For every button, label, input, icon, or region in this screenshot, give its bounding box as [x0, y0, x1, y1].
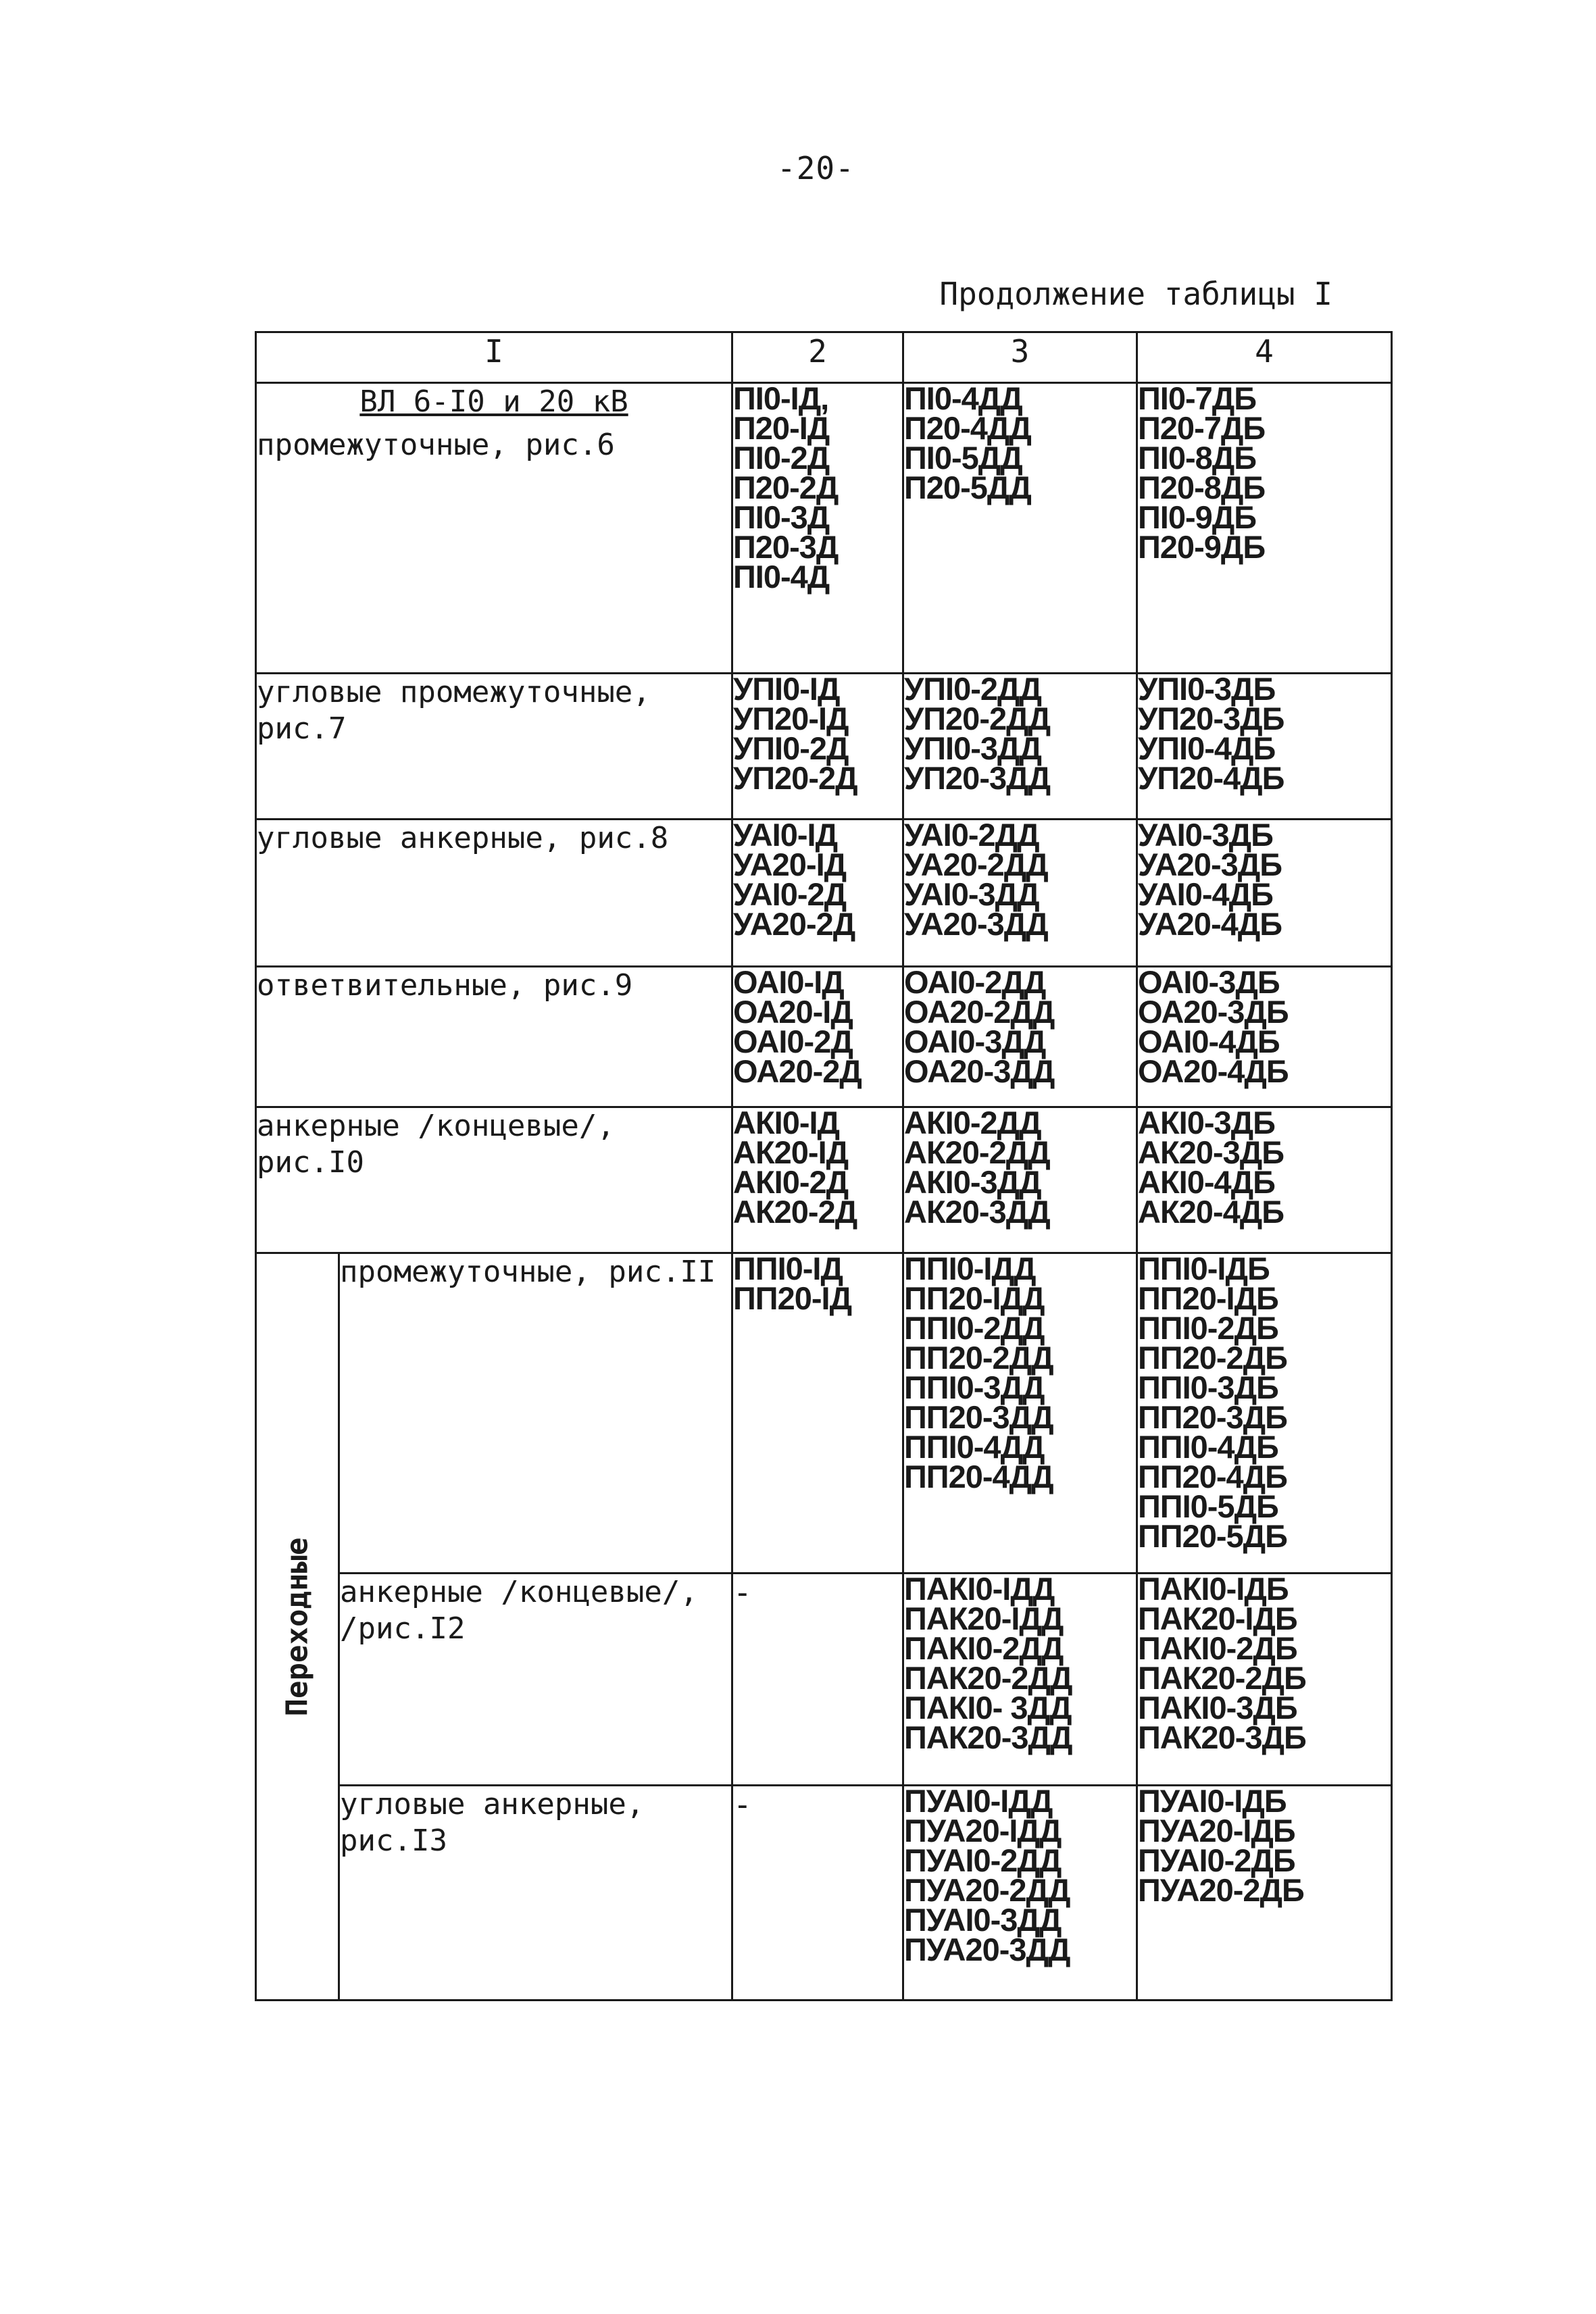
table-row: [256, 1786, 1392, 2001]
designation-code: ППI0-4ДД: [904, 1429, 1045, 1465]
row-label: угловые анкерные, рис.8: [256, 820, 732, 967]
codes-col-2: [732, 1107, 903, 1253]
designation-code: П20-IД: [733, 410, 830, 446]
designation-code: АКI0-2Д: [733, 1164, 849, 1200]
page-number: -20-: [777, 150, 855, 186]
designation-code: АКI0-3ДБ: [1138, 1105, 1275, 1140]
group-label-cell: [256, 1253, 339, 2001]
designation-code: АК20-2Д: [733, 1194, 857, 1230]
designation-code: ППI0-3ДБ: [1138, 1369, 1278, 1405]
designation-code: УА20-2ДД: [904, 847, 1048, 882]
designation-code: ПП20-3ДБ: [1138, 1399, 1287, 1435]
designation-code: УПI0-3ДД: [904, 730, 1041, 766]
designation-code: ПI0-4ДД: [904, 380, 1022, 416]
designation-code: П20-8ДБ: [1138, 470, 1266, 505]
designation-code: УП20-2Д: [733, 760, 857, 796]
designation-code: ППI0-4ДБ: [1138, 1429, 1278, 1465]
designation-code: УА20-3ДБ: [1138, 847, 1282, 882]
row-label: ответвительные, рис.9: [256, 967, 732, 1107]
designation-code: ППI0-2ДБ: [1138, 1310, 1278, 1346]
designation-code: ОАI0-3ДД: [904, 1024, 1046, 1059]
designation-code: ОА20-IД: [733, 994, 853, 1030]
codes-col-2: [732, 964, 903, 1107]
section-title: ВЛ 6-I0 и 20 кВ: [359, 384, 628, 419]
designation-code: -: [733, 1786, 752, 1823]
designation-code: УА20-2Д: [733, 906, 855, 942]
designation-code: УАI0-3ДД: [904, 876, 1039, 912]
designation-code: ПП20-3ДД: [904, 1399, 1053, 1435]
designation-code: ПП20-2ДБ: [1138, 1340, 1287, 1376]
designation-code: ППI0-IДД: [904, 1251, 1036, 1286]
codes-col-4: [1137, 964, 1392, 1107]
designation-code: ПАКI0-2ДБ: [1138, 1630, 1297, 1666]
codes-col-2: [732, 1253, 903, 1574]
designation-code: П20-7ДБ: [1138, 410, 1266, 446]
codes-col-4: [1137, 671, 1392, 820]
codes-col-2: [732, 671, 903, 820]
table-caption: Продолжение таблицы I: [939, 276, 1332, 312]
designation-code: УП20-3ДБ: [1138, 701, 1285, 736]
designation-code: ПУАI0-2ДБ: [1138, 1842, 1295, 1878]
designation-code: ПУАI0-3ДД: [904, 1902, 1062, 1938]
designation-code: ПАК20-IДД: [904, 1601, 1064, 1636]
designation-code: УП20-3ДД: [904, 760, 1051, 796]
table-row: [256, 1107, 1392, 1253]
designation-code: ПУА20-2ДБ: [1138, 1872, 1304, 1908]
row-label: анкерные /концевые/, /рис.I2: [339, 1574, 732, 1786]
row-label: угловые анкерные, рис.I3: [339, 1786, 732, 2001]
header-col-3: 3: [903, 332, 1137, 383]
table-row: [256, 1574, 1392, 1786]
table-row: [256, 967, 1392, 1107]
designation-code: -: [733, 1574, 752, 1611]
designation-code: АКI0-2ДД: [904, 1105, 1041, 1140]
designation-code: П20-2Д: [733, 470, 839, 505]
designation-code: ППI0-IДБ: [1138, 1251, 1270, 1286]
designation-code: ПАК20-3ДБ: [1138, 1719, 1306, 1755]
designation-code: АКI0-3ДД: [904, 1164, 1041, 1200]
designation-code: УАI0-3ДБ: [1138, 817, 1273, 853]
designation-code: П20-5ДД: [904, 470, 1031, 505]
designation-code: УПI0-3ДБ: [1138, 671, 1276, 707]
row-label: промежуточные, рис.6: [257, 428, 615, 462]
table-row: [256, 383, 1392, 674]
designation-code: УПI0-IД: [733, 671, 840, 707]
header-col-4: 4: [1137, 332, 1392, 383]
group-label: Переходные: [280, 1537, 315, 1716]
designation-code: УАI0-2Д: [733, 876, 847, 912]
codes-col-3: [903, 964, 1137, 1107]
designation-code: УП20-IД: [733, 701, 849, 736]
table-row: [256, 674, 1392, 820]
codes-col-2: [732, 1786, 903, 2001]
designation-code: ПАК20-IДБ: [1138, 1601, 1297, 1636]
table-row: [256, 1253, 1392, 1574]
designation-code: ПI0-8ДБ: [1138, 440, 1257, 476]
designation-code: АК20-IД: [733, 1134, 849, 1170]
designation-code: ОАI0-3ДБ: [1138, 964, 1280, 1000]
designation-code: ОАI0-2ДД: [904, 964, 1046, 1000]
designation-code: ПП20-4ДД: [904, 1459, 1053, 1494]
codes-col-3: [903, 817, 1137, 967]
table-row: [256, 820, 1392, 967]
designation-code: ОАI0-IД: [733, 964, 844, 1000]
codes-col-2: [732, 817, 903, 967]
designation-code: ОАI0-2Д: [733, 1024, 853, 1059]
designation-code: ОА20-4ДБ: [1138, 1053, 1289, 1089]
designation-code: ПАК20-3ДД: [904, 1719, 1072, 1755]
designation-code: ОА20-2Д: [733, 1053, 862, 1089]
types-table: [255, 331, 1393, 2001]
codes-col-4: [1137, 1571, 1392, 1786]
header-col-2: 2: [732, 332, 903, 383]
designation-code: ППI0-2ДД: [904, 1310, 1045, 1346]
designation-code: ПУА20-IДБ: [1138, 1813, 1295, 1848]
codes-col-2: [732, 380, 903, 674]
codes-col-4: [1137, 1783, 1392, 2001]
designation-code: ПУА20-IДД: [904, 1813, 1062, 1848]
designation-code: ОА20-2ДД: [904, 994, 1055, 1030]
designation-code: АК20-3ДД: [904, 1194, 1050, 1230]
designation-code: ПАК20-2ДД: [904, 1660, 1072, 1696]
designation-code: ПАКI0- 3ДД: [904, 1690, 1072, 1726]
designation-code: П20-9ДБ: [1138, 529, 1266, 565]
row-label: угловые промежуточные, рис.7: [256, 674, 732, 820]
row-label-cell: [256, 383, 732, 674]
codes-col-4: [1137, 1107, 1392, 1253]
designation-code: ПI0-3Д: [733, 499, 830, 535]
header-col-1: I: [256, 332, 732, 383]
codes-col-3: [903, 1107, 1137, 1253]
designation-code: ПАКI0-IДБ: [1138, 1571, 1289, 1607]
designation-code: ПАКI0-3ДБ: [1138, 1690, 1297, 1726]
designation-code: ПI0-9ДБ: [1138, 499, 1257, 535]
designation-code: УАI0-4ДБ: [1138, 876, 1273, 912]
designation-code: ПI0-4Д: [733, 559, 830, 595]
designation-code: ПП20-IД: [733, 1280, 852, 1316]
designation-code: ПП20-4ДБ: [1138, 1459, 1287, 1494]
header-row: [256, 332, 1392, 383]
designation-code: ПП20-IДБ: [1138, 1280, 1278, 1316]
designation-code: ПУАI0-IДД: [904, 1783, 1053, 1819]
codes-col-3: [903, 380, 1137, 674]
designation-code: ПАКI0-IДД: [904, 1571, 1055, 1607]
row-label: промежуточные, рис.II: [339, 1253, 732, 1574]
codes-col-4: [1137, 1253, 1392, 1574]
designation-code: П20-4ДД: [904, 410, 1031, 446]
designation-code: УАI0-IД: [733, 817, 838, 853]
designation-code: АКI0-IД: [733, 1105, 840, 1140]
designation-code: ПУАI0-IДБ: [1138, 1783, 1287, 1819]
designation-code: ППI0-3ДД: [904, 1369, 1045, 1405]
designation-code: ППI0-IД: [733, 1251, 843, 1286]
designation-code: ОАI0-4ДБ: [1138, 1024, 1280, 1059]
designation-code: УАI0-2ДД: [904, 817, 1039, 853]
designation-code: ПУА20-2ДД: [904, 1872, 1070, 1908]
designation-code: ПП20-5ДБ: [1138, 1518, 1287, 1554]
designation-code: ПП20-2ДД: [904, 1340, 1053, 1376]
codes-col-4: [1137, 817, 1392, 967]
designation-code: УП20-2ДД: [904, 701, 1051, 736]
designation-code: ПI0-IД,: [733, 380, 829, 416]
row-label: анкерные /концевые/, рис.I0: [256, 1107, 732, 1253]
designation-code: УПI0-2ДД: [904, 671, 1041, 707]
designation-code: ПI0-5ДД: [904, 440, 1022, 476]
designation-code: АК20-4ДБ: [1138, 1194, 1284, 1230]
designation-code: АКI0-4ДБ: [1138, 1164, 1275, 1200]
designation-code: ОА20-3ДБ: [1138, 994, 1289, 1030]
codes-col-2: [732, 1574, 903, 1786]
designation-code: УА20-4ДБ: [1138, 906, 1282, 942]
designation-code: ПУА20-3ДД: [904, 1932, 1070, 1967]
codes-col-3: [903, 671, 1137, 820]
designation-code: ПП20-IДД: [904, 1280, 1045, 1316]
designation-code: УА20-IД: [733, 847, 847, 882]
designation-code: ПУАI0-2ДД: [904, 1842, 1062, 1878]
designation-code: ПI0-2Д: [733, 440, 830, 476]
codes-col-3: [903, 1783, 1137, 2001]
designation-code: УПI0-4ДБ: [1138, 730, 1276, 766]
designation-code: П20-3Д: [733, 529, 839, 565]
designation-code: ПАКI0-2ДД: [904, 1630, 1064, 1666]
designation-code: ППI0-5ДБ: [1138, 1488, 1278, 1524]
designation-code: ПАК20-2ДБ: [1138, 1660, 1306, 1696]
codes-col-3: [903, 1253, 1137, 1574]
designation-code: ОА20-3ДД: [904, 1053, 1055, 1089]
codes-col-4: [1137, 380, 1392, 674]
designation-code: ПI0-7ДБ: [1138, 380, 1257, 416]
codes-col-3: [903, 1571, 1137, 1786]
designation-code: УПI0-2Д: [733, 730, 849, 766]
designation-code: УА20-3ДД: [904, 906, 1048, 942]
designation-code: УП20-4ДБ: [1138, 760, 1285, 796]
designation-code: АК20-3ДБ: [1138, 1134, 1284, 1170]
designation-code: АК20-2ДД: [904, 1134, 1050, 1170]
